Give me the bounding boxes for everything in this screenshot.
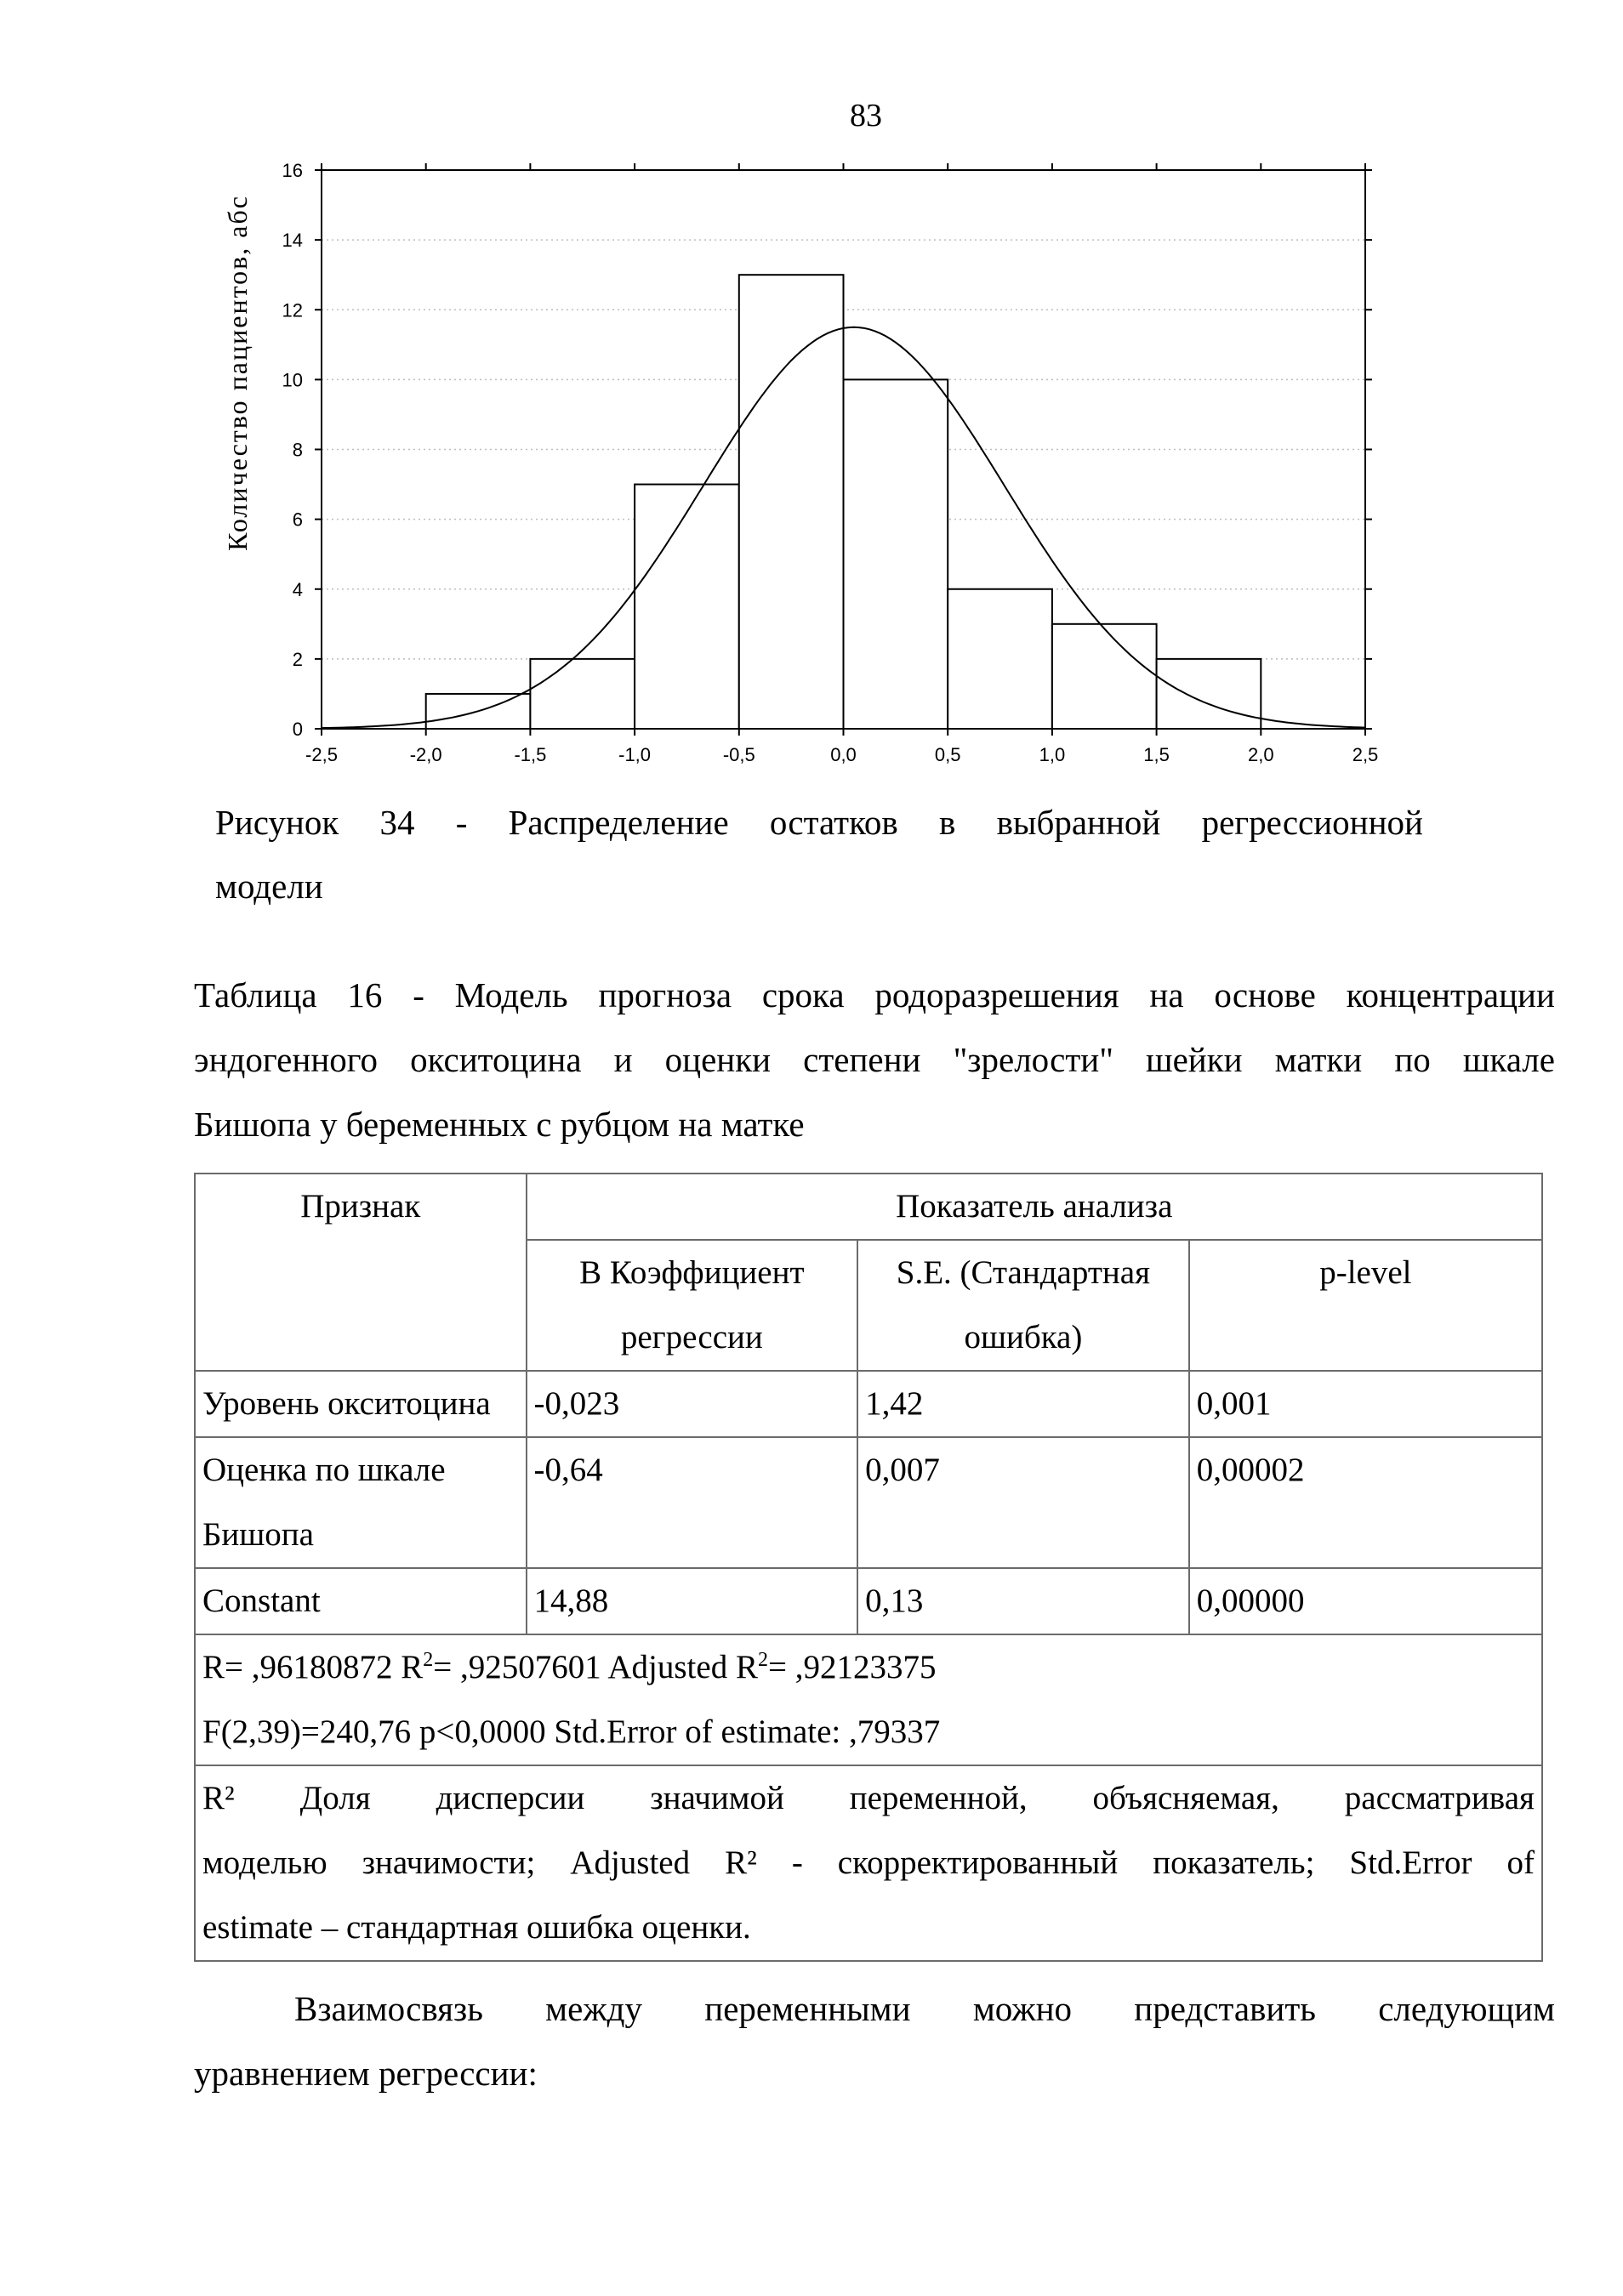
- word: Таблица: [194, 975, 317, 1014]
- word: показатель;: [1153, 1844, 1315, 1881]
- word: значимости;: [362, 1844, 536, 1881]
- histogram-bar: [1052, 624, 1157, 729]
- table-title-line-2: [194, 1027, 1555, 1092]
- x-tick-label: 1,0: [1039, 744, 1066, 765]
- note-line-3: estimate – стандартная ошибка оценки.: [202, 1909, 751, 1946]
- regression-table: [194, 1173, 1543, 1962]
- row-feature: Уровень окситоцина: [195, 1371, 527, 1437]
- y-tick-label: 0: [292, 719, 303, 740]
- word: Adjusted: [570, 1844, 691, 1881]
- word: Взаимосвязь: [294, 1989, 483, 2028]
- histogram-bar: [635, 485, 739, 729]
- row-se: 0,007: [857, 1437, 1189, 1568]
- row-p: 0,001: [1189, 1371, 1542, 1437]
- word: Рисунок: [215, 803, 339, 842]
- row-feature: Оценка по шкале Бишопа: [195, 1437, 527, 1568]
- histogram-bar: [948, 589, 1052, 729]
- row-se: 0,13: [857, 1568, 1189, 1634]
- note-line-1: [202, 1766, 1535, 1831]
- word: объясняемая,: [1092, 1780, 1279, 1816]
- word: 16: [347, 975, 383, 1014]
- histogram-bar: [844, 379, 948, 729]
- word: шкале: [1462, 1040, 1555, 1079]
- word: -: [791, 1844, 803, 1881]
- word: -: [455, 803, 468, 842]
- row-b: 14,88: [527, 1568, 858, 1634]
- word: R²: [725, 1844, 757, 1881]
- word: степени: [803, 1040, 921, 1079]
- word: R²: [202, 1780, 235, 1816]
- header-b-coefficient: В Коэффициент регрессии: [527, 1240, 858, 1371]
- word: "зрелости": [953, 1040, 1113, 1079]
- header-standard-error: S.E. (Стандартная ошибка): [857, 1240, 1189, 1371]
- header-group: Показатель анализа: [527, 1174, 1543, 1240]
- word: моделью: [202, 1844, 327, 1881]
- x-tick-label: -2,5: [305, 744, 338, 765]
- y-tick-label: 2: [292, 648, 303, 670]
- figure-caption: [215, 791, 1423, 918]
- x-tick-label: -1,5: [514, 744, 547, 765]
- word: Распределение: [508, 803, 729, 842]
- stats-line-1: R= ,96180872 $R^2= ,92507601$ Adjusted $R^2= ,92123375$: [202, 1649, 937, 1685]
- y-tick-label: 16: [282, 160, 303, 181]
- page-number: 83: [850, 98, 882, 134]
- y-tick-label: 14: [282, 230, 303, 252]
- body-paragraph: [194, 1976, 1555, 2106]
- table-note: [195, 1765, 1542, 1961]
- word: родоразрешения: [874, 975, 1119, 1014]
- caption-line-2: модели: [215, 867, 323, 906]
- word: эндогенного: [194, 1040, 379, 1079]
- y-tick-label: 6: [292, 509, 303, 531]
- x-tick-label: -1,0: [618, 744, 652, 765]
- stats-line-2: F(2,39)=240,76 p<0,0000 Std.Error of estimate: ,79337: [202, 1713, 941, 1750]
- row-b: -0,023: [527, 1371, 858, 1437]
- word: регрессионной: [1201, 803, 1423, 842]
- word: остатков: [769, 803, 898, 842]
- word: на: [1149, 975, 1184, 1014]
- word: в: [939, 803, 956, 842]
- table-title-line-3: Бишопа у беременных с рубцом на матке: [194, 1105, 805, 1144]
- table-title-line-1: [194, 963, 1555, 1027]
- y-tick-label: 12: [282, 299, 303, 321]
- paragraph-line-1: [194, 1976, 1555, 2041]
- x-tick-label: -2,0: [409, 744, 442, 765]
- header-feature: Признак: [195, 1174, 527, 1371]
- table-title: [194, 963, 1555, 1157]
- word: по: [1394, 1040, 1431, 1079]
- x-tick-label: 2,0: [1248, 744, 1274, 765]
- word: рассматривая: [1344, 1780, 1535, 1816]
- table-row: [195, 1437, 1542, 1568]
- word: 34: [379, 803, 415, 842]
- table-row: [195, 1371, 1542, 1437]
- caption-line-1: [215, 791, 1423, 855]
- word: основе: [1214, 975, 1316, 1014]
- x-tick-label: 2,5: [1352, 744, 1379, 765]
- row-b: -0,64: [527, 1437, 858, 1568]
- y-tick-label: 10: [282, 369, 303, 391]
- word: окситоцина: [410, 1040, 582, 1079]
- word: Std.Error: [1349, 1844, 1472, 1881]
- y-tick-label: 8: [292, 439, 303, 461]
- regression-stats: [195, 1634, 1542, 1765]
- y-axis-label: Количество пациентов, абс: [222, 195, 253, 551]
- row-feature: Constant: [195, 1568, 527, 1634]
- x-tick-label: 0,5: [934, 744, 961, 765]
- word: of: [1506, 1844, 1535, 1881]
- x-tick-label: 1,5: [1143, 744, 1170, 765]
- table-row: [195, 1568, 1542, 1634]
- word: Модель: [454, 975, 568, 1014]
- word: Доля: [299, 1780, 371, 1816]
- word: переменными: [704, 1989, 911, 2028]
- word: и: [613, 1040, 633, 1079]
- word: дисперсии: [436, 1780, 585, 1816]
- word: оценки: [664, 1040, 772, 1079]
- word: шейки: [1146, 1040, 1243, 1079]
- histogram-bar: [739, 275, 844, 729]
- row-p: 0,00002: [1189, 1437, 1542, 1568]
- residuals-histogram-chart: [213, 153, 1404, 765]
- histogram-bar: [530, 659, 635, 729]
- word: переменной,: [849, 1780, 1028, 1816]
- row-p: 0,00000: [1189, 1568, 1542, 1634]
- word: скорректированный: [837, 1844, 1119, 1881]
- y-tick-label: 4: [292, 578, 303, 600]
- word: прогноза: [598, 975, 732, 1014]
- note-line-2: [202, 1831, 1535, 1895]
- word: представить: [1134, 1989, 1316, 2028]
- word: -: [413, 975, 424, 1014]
- word: концентрации: [1346, 975, 1555, 1014]
- word: следующим: [1378, 1989, 1555, 2028]
- word: выбранной: [996, 803, 1161, 842]
- x-tick-label: -0,5: [722, 744, 755, 765]
- x-tick-label: 0,0: [830, 744, 857, 765]
- row-se: 1,42: [857, 1371, 1189, 1437]
- header-p-level: p-level: [1189, 1240, 1542, 1371]
- histogram-bar: [1157, 659, 1261, 729]
- word: значимой: [650, 1780, 784, 1816]
- word: между: [545, 1989, 643, 2028]
- word: можно: [972, 1989, 1073, 2028]
- word: срока: [761, 975, 845, 1014]
- word: матки: [1274, 1040, 1363, 1079]
- paragraph-line-2: уравнением регрессии:: [194, 2054, 538, 2093]
